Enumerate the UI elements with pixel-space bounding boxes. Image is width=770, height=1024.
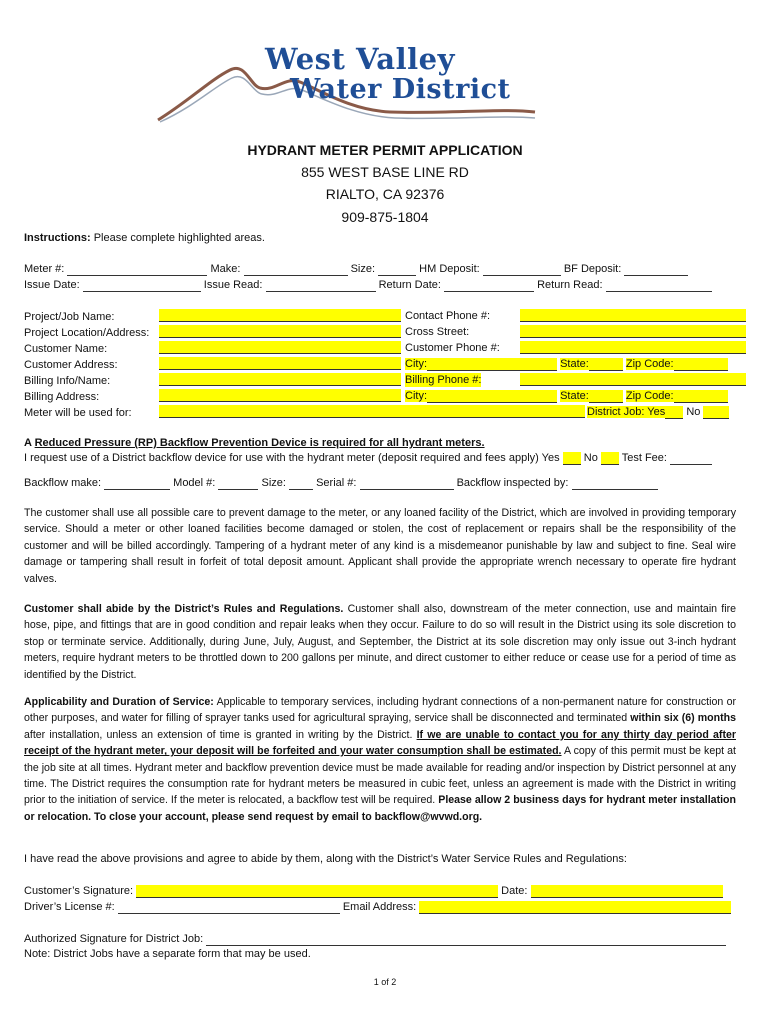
district-job-no-label: No (686, 406, 701, 418)
city-label: City: (405, 358, 427, 370)
billing-city-field[interactable] (427, 390, 557, 403)
applicability-bold: Applicability and Duration of Service: (24, 696, 214, 708)
district-job-yes-field[interactable] (665, 406, 683, 419)
hm-deposit-label: HM Deposit: (419, 263, 480, 275)
return-read-field[interactable] (606, 279, 712, 292)
email-field[interactable] (419, 901, 731, 914)
issue-date-label: Issue Date: (24, 279, 80, 291)
billing-state-label: State: (560, 390, 589, 402)
customer-name-field[interactable] (159, 341, 401, 354)
backflow-no-field[interactable] (601, 452, 619, 465)
applicability-deposit-warning: If we are unable to contact you for any thirty day period after receipt of the hydrant meter, your deposit will be forfeited and your water consumption shall be estimated. (24, 728, 736, 758)
page-number: 1 of 2 (373, 977, 397, 987)
cross-street-field[interactable] (520, 325, 746, 338)
contact-phone-field[interactable] (520, 309, 746, 322)
backflow-serial-label: Serial #: (316, 477, 357, 489)
applicability-text3: A copy of this permit must be kept at the job site at all times. Hydrant meter and backflow prevention device must be made available for reading and/or inspection by District personnel at any time. The District requires the consumption rate for hydrant meters be measured in cubic feet, unless an agreement is made with the District in writing prior to the initiation of service. If the meter is relocated, a backflow test will be required. (24, 745, 736, 807)
billing-zip-label: Zip Code: (625, 390, 674, 402)
billing-phone-label: Billing Phone #: (405, 374, 482, 386)
project-location-label: Project Location/Address: (24, 327, 150, 339)
backflow-heading (24, 436, 485, 450)
customer-phone-field[interactable] (520, 341, 746, 354)
email-label: Email Address: (342, 901, 417, 913)
bf-deposit-label: BF Deposit: (563, 263, 622, 275)
meter-label: Meter #: (24, 263, 65, 275)
meter-used-for-label: Meter will be used for: (24, 407, 132, 419)
backflow-model-field[interactable] (218, 477, 258, 490)
customer-phone-label: Customer Phone #: (405, 342, 500, 354)
rules-paragraph-text: Customer shall also, downstream of the meter connection, use and maintain fire hose, pipe, and fittings that are in good condition and repair leaks when they occur. Failure to do so will result in the District using its sole discretion to stop or terminate service. Additionally, during June, July, August, and September, the District at its sole discretion may only issue out 3-inch hydrant meters, require hydrant meters to be throttled down to 200 gallons per minute, and direct customer to either reduce or cease use for a period of time as identified by the District. (24, 603, 736, 681)
return-read-label: Return Read: (537, 279, 603, 291)
billing-city-label: City: (405, 390, 427, 402)
issue-row (24, 278, 712, 292)
backflow-request-text: I request use of a District backflow device for use with the hydrant meter (deposit required and fees apply) Yes (24, 452, 560, 464)
return-date-field[interactable] (444, 279, 534, 292)
test-fee-label: Test Fee: (621, 452, 667, 464)
meter-used-for-field[interactable] (159, 405, 585, 418)
issue-date-field[interactable] (83, 279, 201, 292)
meter-row (24, 262, 688, 276)
drivers-license-label: Driver’s License #: (24, 901, 115, 913)
customer-signature-field[interactable] (136, 885, 498, 898)
project-location-field[interactable] (159, 325, 401, 338)
applicability-close-account: Please allow 2 business days for hydrant meter installation or relocation. To close your account, please send request by email to backflow@wvwd.org. (24, 794, 736, 823)
billing-zip-field[interactable] (674, 390, 728, 403)
customer-address-field[interactable] (159, 357, 401, 370)
logo (150, 40, 540, 130)
authorized-signature-field[interactable] (206, 933, 726, 946)
signature-date-label: Date: (501, 885, 528, 897)
state-label: State: (560, 358, 589, 370)
customer-signature-label: Customer’s Signature: (24, 885, 134, 897)
cross-street-label: Cross Street: (405, 326, 470, 338)
backflow-heading-a: A (24, 437, 32, 449)
applicability-text2: after installation, unless an extension of time is granted in writing by the District. (24, 728, 417, 741)
authorized-signature-label: Authorized Signature for District Job: (24, 933, 204, 945)
size-field[interactable] (378, 263, 416, 276)
size-label: Size: (350, 263, 376, 275)
hm-deposit-field[interactable] (483, 263, 561, 276)
left-labels (24, 309, 149, 421)
logo-line2: Water District (290, 74, 511, 105)
authorized-row (24, 932, 726, 946)
backflow-heading-text: Reduced Pressure (RP) Backflow Prevention Device is required for all hydrant meters. (34, 437, 485, 449)
return-date-label: Return Date: (378, 279, 441, 291)
billing-phone-field[interactable] (520, 373, 746, 386)
backflow-size-label: Size: (261, 477, 286, 489)
customer-name-label: Customer Name: (24, 343, 108, 355)
customer-state-field[interactable] (589, 358, 623, 371)
billing-state-field[interactable] (589, 390, 623, 403)
backflow-details-row (24, 476, 658, 490)
issue-read-field[interactable] (266, 279, 376, 292)
billing-address-label: Billing Address: (24, 391, 100, 403)
phone-number: 909-875-1804 (341, 209, 429, 225)
address-line1: 855 WEST BASE LINE RD (301, 164, 469, 180)
backflow-no-label: No (583, 452, 598, 464)
rules-paragraph-bold: Customer shall abide by the District’s Rules and Regulations. (24, 603, 344, 615)
district-job-label: District Job: Yes (587, 406, 666, 418)
contact-phone-label: Contact Phone #: (405, 310, 491, 322)
customer-zip-field[interactable] (674, 358, 728, 371)
damage-paragraph: The customer shall use all possible care to prevent damage to the meter, or any loaned facility of the District, which are involved in providing temporary service. Should a meter or other loaned facilities become damaged or stolen, the cost of replacement or repairs shall be the responsibility of the customer and will be billed accordingly. Tampering of a hydrant meter of any kind is a misdemeanor punishable by law and subject to fine. Seal wire damage or tampering shall result in forfeit of total deposit amount. Applicant shall provide the appropriate wrench necessary to operate fire hydrant valves. (24, 507, 736, 585)
license-row (24, 900, 731, 914)
project-job-name-field[interactable] (159, 309, 401, 322)
bf-deposit-field[interactable] (624, 263, 688, 276)
rules-paragraph (24, 601, 736, 683)
applicability-six-months: within six (6) months (630, 712, 737, 725)
billing-address-field[interactable] (159, 389, 401, 402)
signature-date-field[interactable] (531, 885, 723, 898)
backflow-inspected-field[interactable] (572, 477, 658, 490)
backflow-yes-field[interactable] (563, 452, 581, 465)
billing-info-name-field[interactable] (159, 373, 401, 386)
customer-city-row (405, 357, 728, 371)
backflow-inspected-label: Backflow inspected by: (456, 477, 569, 489)
applicability-paragraph (24, 694, 736, 825)
billing-city-row (405, 389, 728, 403)
issue-read-label: Issue Read: (203, 279, 263, 291)
backflow-serial-field[interactable] (360, 477, 454, 490)
district-job-no-field[interactable] (703, 406, 729, 419)
backflow-model-label: Model #: (173, 477, 216, 489)
zip-label: Zip Code: (625, 358, 674, 370)
instructions (24, 231, 265, 245)
customer-signature-row (24, 884, 723, 898)
project-job-name-label: Project/Job Name: (24, 311, 115, 323)
make-label: Make: (210, 263, 241, 275)
district-note: Note: District Jobs have a separate form that may be used. (24, 948, 311, 960)
test-fee-field[interactable] (670, 452, 712, 465)
backflow-make-field[interactable] (104, 477, 170, 490)
drivers-license-field[interactable] (118, 901, 340, 914)
customer-city-field[interactable] (427, 358, 557, 371)
instructions-text: Please complete highlighted areas. (93, 232, 265, 244)
backflow-size-field[interactable] (289, 477, 313, 490)
logo-line1: West Valley (265, 42, 455, 76)
customer-address-label: Customer Address: (24, 359, 118, 371)
page-title: HYDRANT METER PERMIT APPLICATION (247, 142, 523, 158)
applicability-text1: Applicable to temporary services, including hydrant connections of a non-permanent nature for construction or other purposes, and water for filling of sprayer tanks used for agricultural spraying, service shall be disconnected and terminated (24, 696, 736, 725)
agree-text: I have read the above provisions and agree to abide by them, along with the District’s Water Service Rules and Regulations: (24, 853, 627, 865)
instructions-label: Instructions: (24, 232, 91, 244)
district-job-row (587, 405, 729, 419)
backflow-make-label: Backflow make: (24, 477, 102, 489)
address-line2: RIALTO, CA 92376 (325, 186, 445, 202)
make-field[interactable] (244, 263, 348, 276)
meter-field[interactable] (67, 263, 207, 276)
billing-info-name-label: Billing Info/Name: (24, 375, 111, 387)
backflow-request-row (24, 451, 712, 465)
